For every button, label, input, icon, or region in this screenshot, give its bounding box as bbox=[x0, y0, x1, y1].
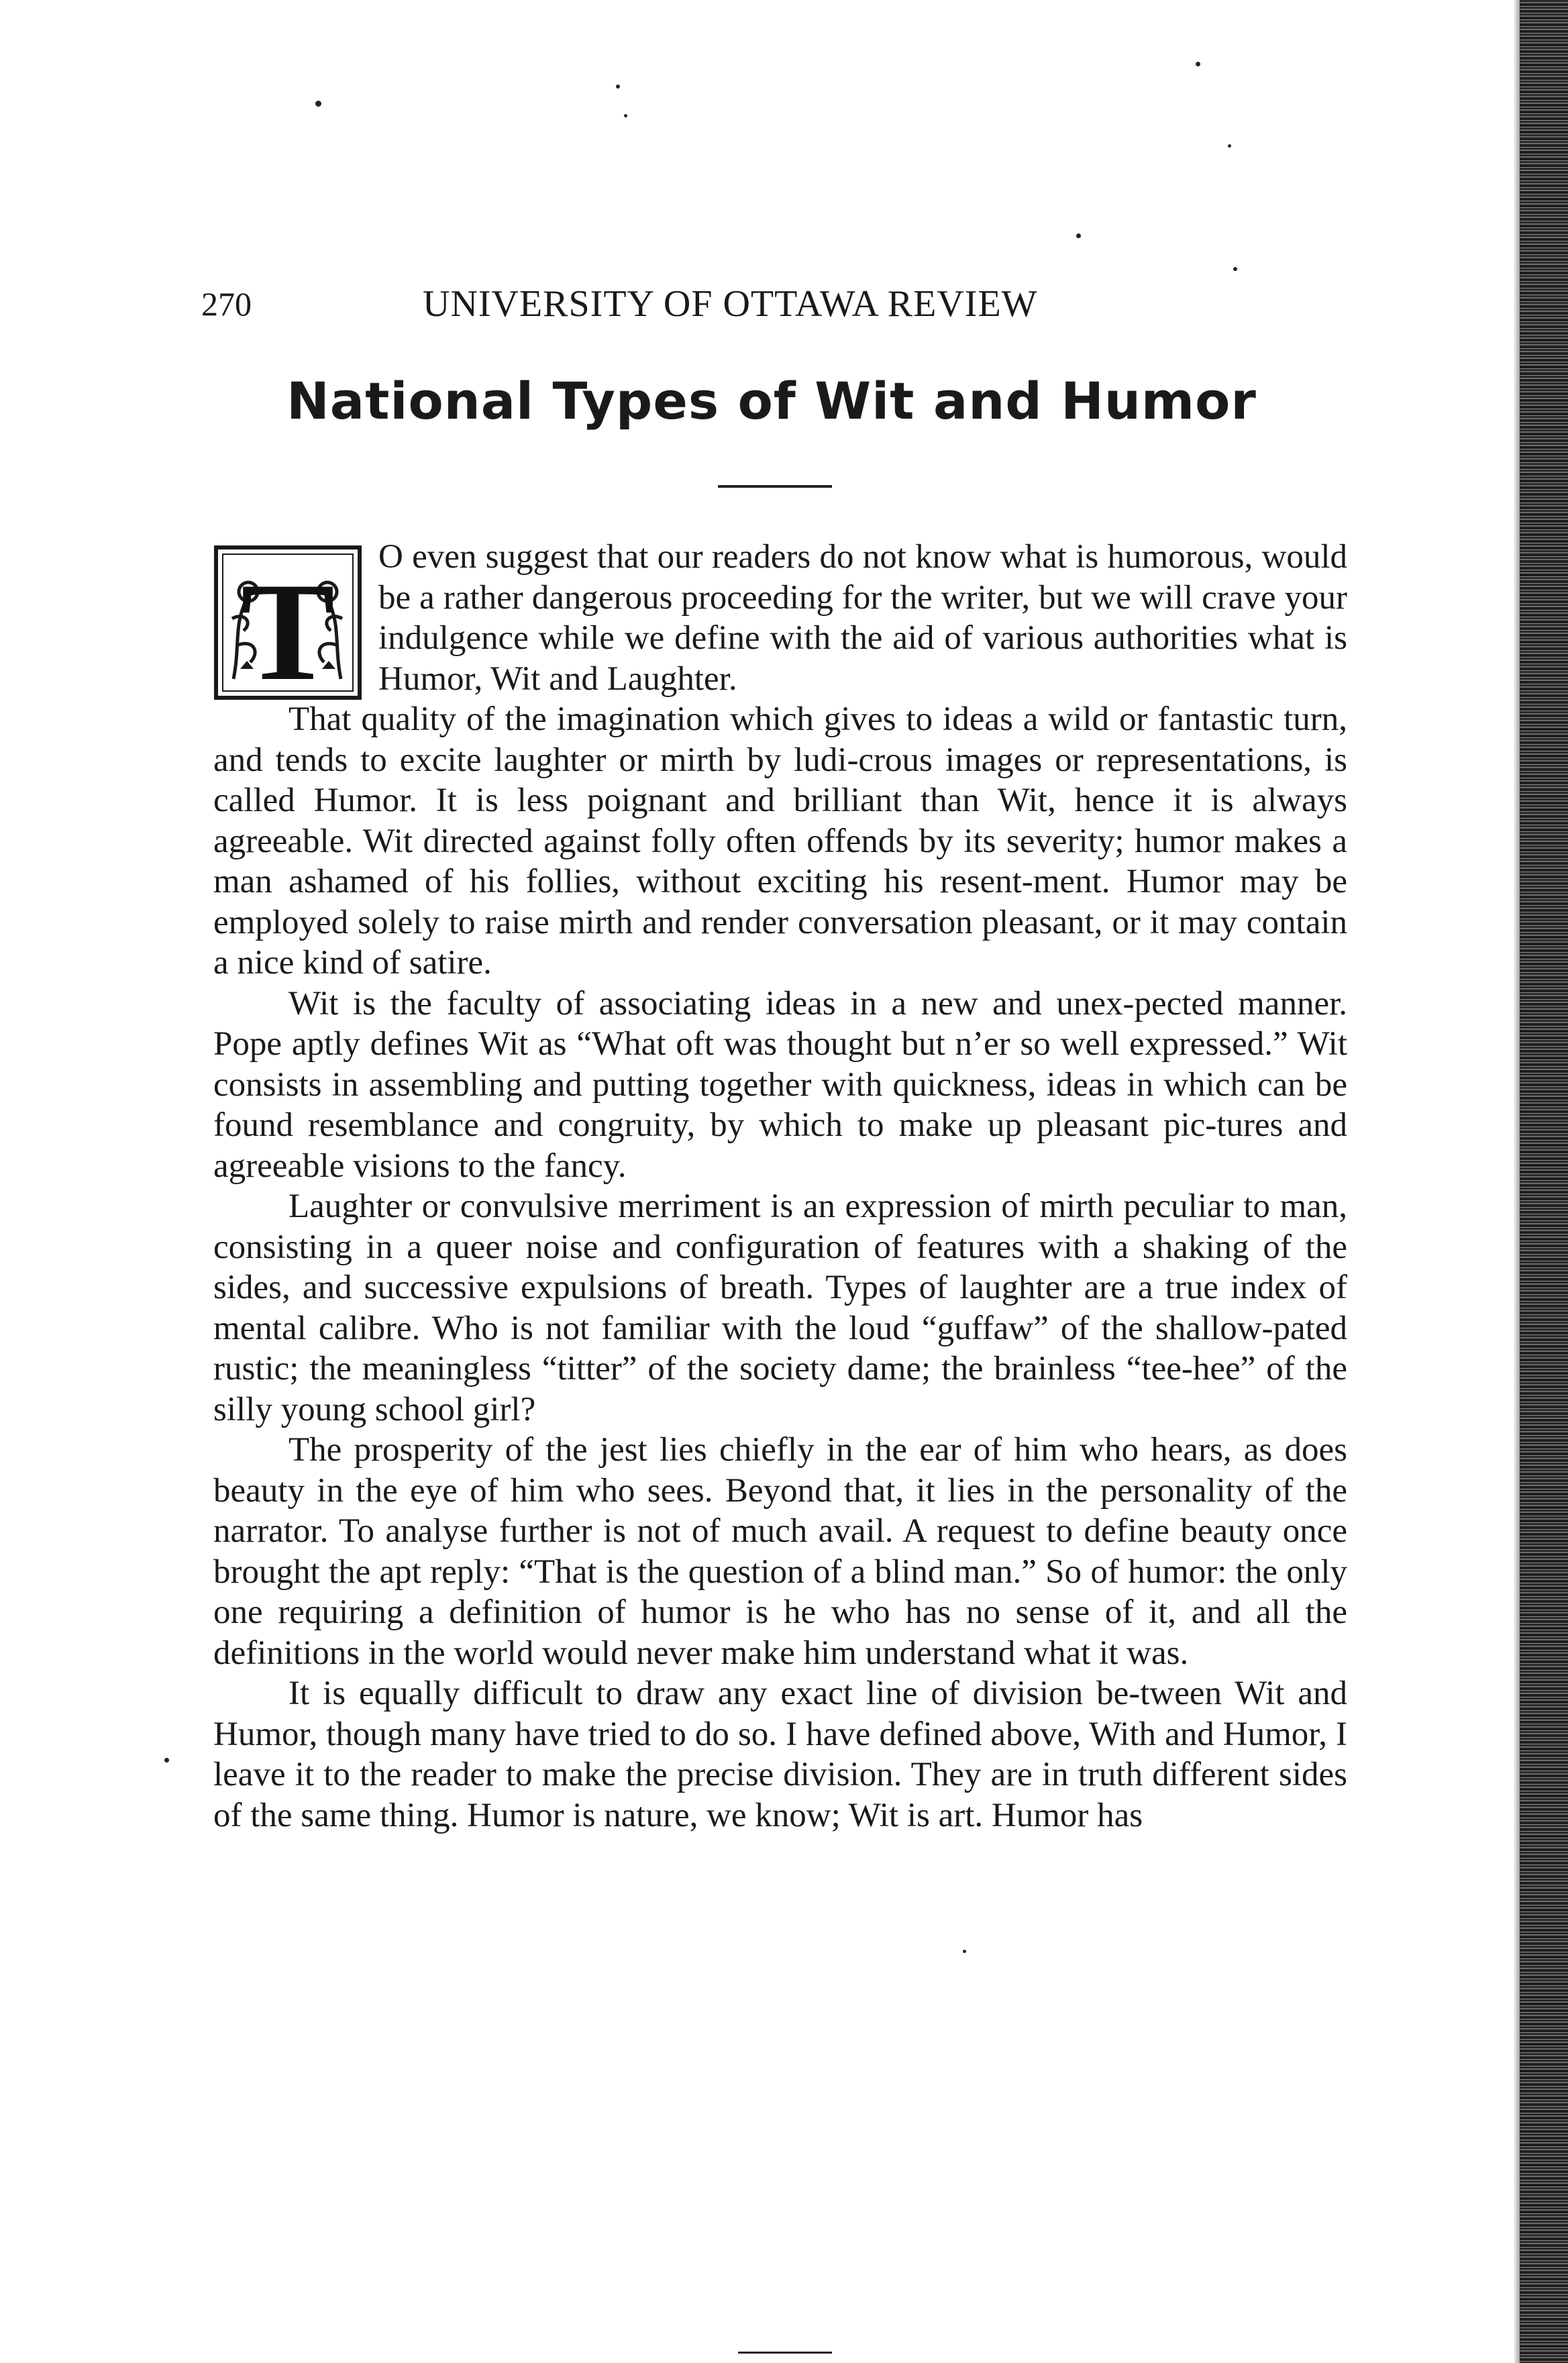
scanned-page-edge bbox=[1520, 0, 1568, 2363]
scan-speck bbox=[1228, 144, 1231, 148]
scan-speck bbox=[1076, 233, 1081, 238]
paragraph-3: Wit is the faculty of associating ideas in a new and unex-pected manner. Pope aptly defines Wit as “What oft was thought but n’er so well expressed.” Wit consists in assembling and putting together with quickness, ideas in which can be found resemblance and congruity, by which to make up pleasant pic-tures and agreeable visions to the fancy. bbox=[213, 984, 1347, 1185]
scan-speck bbox=[738, 2352, 832, 2354]
scan-speck bbox=[1233, 267, 1237, 271]
drop-cap-letter: T bbox=[240, 554, 335, 700]
article-title: National Types of Wit and Humor bbox=[286, 371, 1257, 431]
article-body bbox=[213, 537, 1347, 2308]
journal-title: UNIVERSITY OF OTTAWA REVIEW bbox=[423, 283, 1038, 325]
scan-speck bbox=[164, 1758, 169, 1763]
scan-speck bbox=[624, 114, 627, 117]
paragraph-1-text: O even suggest that our readers do not know what is humorous, would be a rather dangerous proceeding for the writer, but we will crave your indulgence while we define with the aid of various authorities what is Humor, Wit and Laughter. bbox=[378, 538, 1347, 698]
paragraph-2: That quality of the imagination which gives to ideas a wild or fantastic turn, and tends to excite laughter or mirth by ludi-crous images or representations, is called Humor. It is less poignant and brilliant than Wit, hence it is always agreeable. Wit directed against folly often offends by its severity; humor makes a man ashamed of his follies, without exciting his resent-ment. Humor may be employed solely to raise mirth and render conversation pleasant, or it may contain a nice kind of satire. bbox=[213, 700, 1347, 982]
drop-cap-spacer bbox=[213, 537, 378, 696]
title-divider bbox=[718, 485, 832, 488]
paragraph-1 bbox=[213, 537, 1347, 699]
paragraph-4: Laughter or convulsive merriment is an expression of mirth peculiar to man, consisting in a queer noise and configuration of features with a shaking of the sides, and successive expulsions of breath. Types of laughter are a true index of mental calibre. Who is not familiar with the loud “guffaw” of the shallow-pated rustic; the meaningless “titter” of the society dame; the brainless “tee-hee” of the silly young school girl? bbox=[213, 1188, 1347, 1428]
page-number: 270 bbox=[201, 285, 252, 323]
running-head bbox=[201, 280, 1355, 327]
scan-speck bbox=[315, 101, 321, 107]
scan-speck bbox=[616, 85, 620, 89]
paragraph-5: The prosperity of the jest lies chiefly in the ear of him who hears, as does beauty in the eye of him who sees. Beyond that, it lies in the personality of the narrator. To analyse further is not of much avail. A request to define beauty once brought the apt reply: “That is the question of a blind man.” So of humor: the only one requiring a definition of humor is he who has no sense of it, and all the definitions in the world would never make him understand what it was. bbox=[213, 1431, 1347, 1672]
paragraph-6: It is equally difficult to draw any exact line of division be-tween Wit and Humor, though many have tried to do so. I have defined above, With and Humor, I leave it to the reader to make the precise division. They are in truth different sides of the same thing. Humor is nature, we know; Wit is art. Humor has bbox=[213, 1675, 1347, 1834]
scan-speck bbox=[1196, 62, 1200, 66]
